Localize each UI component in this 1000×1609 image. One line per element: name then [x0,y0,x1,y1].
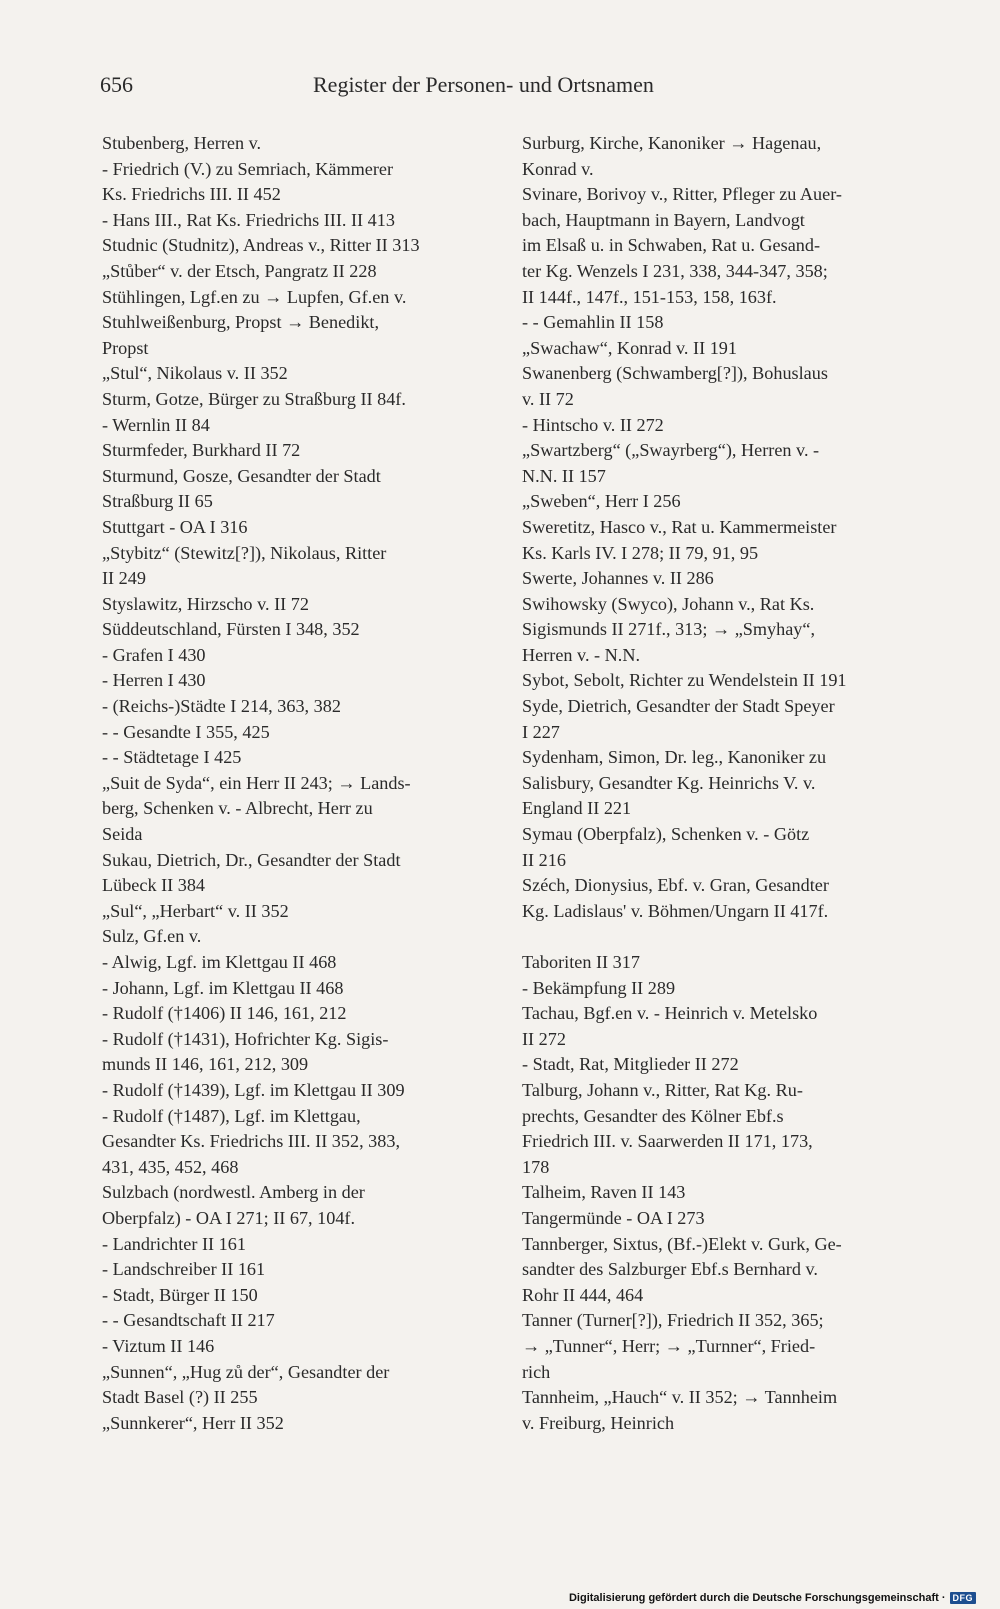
index-entry [102,310,502,361]
index-entry-line: - - Gemahlin II 158 [522,312,664,333]
index-entry-line: - Hans III., Rat Ks. Friedrichs III. II 413 [102,209,395,230]
index-entry-line: - Rudolf (†1439), Lgf. im Klettgau II 309 [102,1079,405,1100]
index-entry-line: Sulz, Gf.en v. [102,926,202,947]
index-entry-line: Talheim, Raven II 143 [522,1182,686,1203]
index-entry-line: Ks. Friedrichs III. II 452 [102,184,281,205]
index-entry [522,976,922,1002]
index-entry-line: Tanner (Turner[?]), Friedrich II 352, 365; [522,1310,824,1331]
footer-credit: Digitalisierung gefördert durch die Deutsche Forschungsgemeinschaft · [568,1592,946,1604]
page-number: 656 [100,72,133,97]
index-entry [102,1078,502,1104]
index-entry [102,1283,502,1309]
index-entry [102,924,502,950]
index-entry [522,1180,922,1206]
index-entry [102,617,502,643]
index-entry-line: prechts, Gesandter des Kölner Ebf.s [522,1105,784,1126]
index-entry-line: II 272 [522,1028,566,1049]
index-entry [522,310,922,336]
index-entry [102,387,502,413]
index-entry-line: - Stadt, Rat, Mitglieder II 272 [522,1054,739,1075]
index-entry-line: - Wernlin II 84 [102,414,210,435]
index-entry-line: England II 221 [522,798,632,819]
index-entry-line: Süddeutschland, Fürsten I 348, 352 [102,619,360,640]
index-entry [102,208,502,234]
index-entry [102,720,502,746]
index-entry-line: Tannberger, Sixtus, (Bf.-)Elekt v. Gurk, Ge- [522,1233,842,1254]
index-entry [522,131,922,182]
index-entry-line: Stuhlweißenburg, Propst → Benedikt, [102,312,380,333]
index-entry-line: Talburg, Johann v., Ritter, Rat Kg. Ru- [522,1079,803,1100]
index-entry-line: - Viztum II 146 [102,1335,215,1356]
index-entry [102,976,502,1002]
index-entry [522,1308,922,1385]
index-entry-line: ter Kg. Wenzels I 231, 338, 344-347, 358; [522,260,828,281]
index-entry [522,361,922,412]
index-entry-line: - - Gesandtschaft II 217 [102,1310,275,1331]
index-entry [102,950,502,976]
index-entry-line: - Rudolf (†1431), Hofrichter Kg. Sigis- [102,1028,389,1049]
index-entry-line: Oberpfalz) - OA I 271; II 67, 104f. [102,1207,356,1228]
index-entry-line: berg, Schenken v. - Albrecht, Herr zu [102,798,373,819]
index-entry-line: Swerte, Johannes v. II 286 [522,568,714,589]
index-entry [102,1232,502,1258]
index-entry-line: Stuttgart - OA I 316 [102,516,248,537]
index-entry [102,1027,502,1078]
index-entry-line: „Swartzberg“ („Swayrberg“), Herren v. - [522,440,820,461]
index-entry [522,1078,922,1180]
index-entry [522,515,922,566]
index-entry-line: Svinare, Borivoy v., Ritter, Pfleger zu Auer- [522,184,842,205]
index-entry-line: - (Reichs-)Städte I 214, 363, 382 [102,696,341,717]
index-entry-line: „Sul“, „Herbart“ v. II 352 [102,900,289,921]
index-entry-line: Friedrich III. v. Saarwerden II 171, 173, [522,1131,813,1152]
index-entry [102,413,502,439]
footer [569,1592,976,1604]
running-head: Register der Personen- und Ortsnamen [313,72,654,97]
index-entry-line: Rohr II 444, 464 [522,1284,644,1305]
index-entry-line: - Grafen I 430 [102,644,206,665]
index-entry [102,157,502,208]
index-entry [522,182,922,310]
index-entry-line: v. II 72 [522,388,574,409]
index-entry-line: 178 [522,1156,550,1177]
index-entry-line: N.N. II 157 [522,465,606,486]
index-entry-line: → „Tunner“, Herr; → „Turnner“, Fried- [522,1335,816,1356]
index-entry-line: Tannheim, „Hauch“ v. II 352; → Tannheim [522,1387,838,1408]
index-entry-line: Surburg, Kirche, Kanoniker → Hagenau, [522,133,822,153]
index-entry-line: „Stybitz“ (Stewitz[?]), Nikolaus, Ritter [102,542,387,563]
index-entry-line: Sweretitz, Hasco v., Rat u. Kammermeister [522,516,837,537]
index-entry [102,745,502,771]
index-entry-line: Studnic (Studnitz), Andreas v., Ritter II 313 [102,235,420,256]
index-entry [522,1206,922,1232]
index-entry-line: Széch, Dionysius, Ebf. v. Gran, Gesandter [522,875,829,896]
index-entry [102,592,502,618]
index-entry-line: munds II 146, 161, 212, 309 [102,1054,309,1075]
index-entry-line: bach, Hauptmann in Bayern, Landvogt [522,209,805,230]
index-entry [102,848,502,899]
index-entry [102,1180,502,1231]
index-entry-line: - Rudolf (†1406) II 146, 161, 212 [102,1003,347,1024]
index-entry-line: „Sweben“, Herr I 256 [522,491,681,512]
index-entry-line: „Suit de Syda“, ein Herr II 243; → Lands- [102,772,411,793]
index-entry [102,771,502,848]
index-entry-line: Tachau, Bgf.en v. - Heinrich v. Metelsko [522,1003,818,1024]
index-entry-line: - Bekämpfung II 289 [522,977,676,998]
index-entry [522,694,922,745]
index-entry [522,336,922,362]
index-entry-line: Sybot, Sebolt, Richter zu Wendelstein II 191 [522,670,847,691]
index-entry-line: Lübeck II 384 [102,875,206,896]
index-entry [522,438,922,489]
index-entry [522,950,922,976]
index-entry-line: Sulzbach (nordwestl. Amberg in der [102,1182,365,1203]
index-entry [102,131,502,157]
index-entry [102,694,502,720]
index-entry-line: Styslawitz, Hirzscho v. II 72 [102,593,309,614]
index-entry-line: Taboriten II 317 [522,952,640,972]
index-entry-line: „Stul“, Nikolaus v. II 352 [102,363,288,384]
index-entry-line: - Hintscho v. II 272 [522,414,664,435]
index-entry-line: Sukau, Dietrich, Dr., Gesandter der Stadt [102,849,401,870]
index-entry [102,438,502,464]
index-entry-line: Sturmund, Gosze, Gesandter der Stadt [102,465,381,486]
index-entry-line: „Sunnen“, „Hug zů der“, Gesandter der [102,1361,390,1382]
index-entry-line: Gesandter Ks. Friedrichs III. II 352, 383, [102,1131,400,1152]
index-entry [102,899,502,925]
index-entry-line: II 144f., 147f., 151-153, 158, 163f. [522,286,777,307]
dfg-logo: DFG [950,1592,977,1604]
index-entry [522,413,922,439]
index-entry [522,1385,922,1436]
index-entry [102,1360,502,1411]
index-entry-line: II 249 [102,568,146,589]
index-entry-line: Stubenberg, Herren v. [102,133,262,153]
index-entry-line: Propst [102,337,149,358]
index-entry-line: Straßburg II 65 [102,491,213,512]
index-entry-line: Salisbury, Gesandter Kg. Heinrichs V. v. [522,772,816,793]
index-entry-line: - Stadt, Bürger II 150 [102,1284,258,1305]
index-entry [522,873,922,924]
index-entry-line: - - Städtetage I 425 [102,747,242,768]
index-entry-line: Syde, Dietrich, Gesandter der Stadt Speyer [522,696,835,717]
index-entry [102,285,502,311]
index-entry [522,745,922,822]
index-entry-line: „Sunnkerer“, Herr II 352 [102,1412,284,1433]
section-gap [522,924,922,950]
index-entry-line: Konrad v. [522,158,594,179]
index-entry-line: Sturmfeder, Burkhard II 72 [102,440,301,461]
index-entry [522,1232,922,1309]
right-column [522,131,922,1436]
index-entry-line: II 216 [522,849,566,870]
index-entry-line: Stühlingen, Lgf.en zu → Lupfen, Gf.en v. [102,286,407,307]
index-entry [522,489,922,515]
index-entry-line: v. Freiburg, Heinrich [522,1412,675,1433]
index-entry [102,541,502,592]
index-entry [102,361,502,387]
index-entry [522,1001,922,1052]
index-entry-line: sandter des Salzburger Ebf.s Bernhard v. [522,1259,818,1280]
index-entry-line: - Alwig, Lgf. im Klettgau II 468 [102,952,337,972]
index-entry-line: Symau (Oberpfalz), Schenken v. - Götz [522,824,810,845]
index-entry-line: - Herren I 430 [102,670,206,691]
index-entry [102,1308,502,1334]
index-entry [102,1334,502,1360]
index-entry-line: - Johann, Lgf. im Klettgau II 468 [102,977,344,998]
index-entry-line: - Landschreiber II 161 [102,1259,266,1280]
index-entry-line: Sydenham, Simon, Dr. leg., Kanoniker zu [522,747,827,768]
index-entry-line: Herren v. - N.N. [522,644,641,665]
index-entry-line: Swanenberg (Schwamberg[?]), Bohuslaus [522,363,828,384]
index-entry-line: Sturm, Gotze, Bürger zu Straßburg II 84f. [102,388,406,409]
index-entry [102,233,502,259]
index-entry [522,822,922,873]
index-entry [102,1257,502,1283]
index-entry [102,1411,502,1437]
index-entry-line: Swihowsky (Swyco), Johann v., Rat Ks. [522,593,815,614]
index-entry-line: Tangermünde - OA I 273 [522,1207,705,1228]
index-entry-line: „Stůber“ v. der Etsch, Pangratz II 228 [102,260,377,281]
index-entry-line: Seida [102,824,143,845]
index-entry-line: Sigismunds II 271f., 313; → „Smyhay“, [522,619,816,640]
index-entry [522,592,922,669]
index-entry-line: „Swachaw“, Konrad v. II 191 [522,337,737,358]
index-entry-line: - Landrichter II 161 [102,1233,246,1254]
index-entry-line: Stadt Basel (?) II 255 [102,1387,258,1408]
index-entry-line: - Rudolf (†1487), Lgf. im Klettgau, [102,1105,361,1126]
index-entry [102,643,502,669]
index-entry [522,1052,922,1078]
index-entry [102,515,502,541]
index-entry [102,1104,502,1181]
left-column [102,131,502,1436]
index-entry [522,668,922,694]
index-entry [102,1001,502,1027]
index-entry-line: - - Gesandte I 355, 425 [102,721,270,742]
index-entry-line: I 227 [522,721,560,742]
index-entry [102,668,502,694]
index-entry-line: Kg. Ladislaus' v. Böhmen/Ungarn II 417f. [522,900,829,921]
index-entry [102,464,502,515]
index-entry-line: rich [522,1361,551,1382]
index-entry-line: - Friedrich (V.) zu Semriach, Kämmerer [102,158,394,179]
index-entry [102,259,502,285]
index-entry [522,566,922,592]
index-entry-line: im Elsaß u. in Schwaben, Rat u. Gesand- [522,235,821,256]
index-entry-line: Ks. Karls IV. I 278; II 79, 91, 95 [522,542,759,563]
index-entry-line: 431, 435, 452, 468 [102,1156,239,1177]
